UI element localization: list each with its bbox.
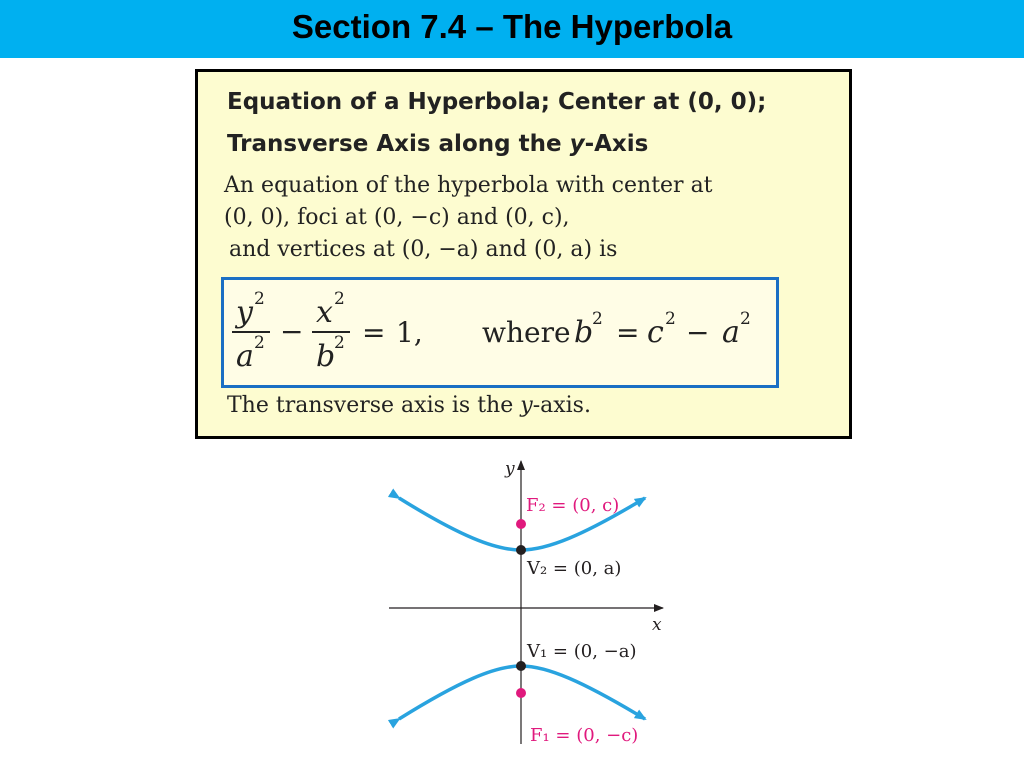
formula-equals: = — [362, 316, 386, 349]
x-axis-label: x — [652, 615, 662, 635]
y-axis-label: y — [505, 459, 515, 479]
formula-svg — [224, 280, 776, 385]
formula-equals-2: = — [616, 316, 640, 349]
heading-line2-prefix: Transverse Axis along the — [227, 131, 570, 157]
formula-num1: y — [236, 295, 253, 330]
f2-label: F₂ = (0, c) — [526, 495, 620, 516]
closing-prefix: The transverse axis is the — [227, 393, 521, 418]
formula-den1: a — [236, 339, 254, 374]
heading-line2-var: y — [569, 131, 585, 157]
formula-where: where — [482, 316, 571, 349]
vertex-v2 — [516, 545, 526, 555]
v2-label: V₂ = (0, a) — [527, 558, 622, 579]
formula-num2-exp: 2 — [334, 289, 345, 309]
definition-box — [195, 69, 852, 439]
formula-a: a — [722, 315, 740, 350]
definition-heading-line2 — [227, 131, 648, 157]
definition-body-line1: An equation of the hyperbola with center at — [224, 173, 713, 198]
formula-c-exp: 2 — [665, 309, 676, 329]
formula-num1-exp: 2 — [254, 289, 265, 309]
focus-f2 — [516, 519, 526, 529]
formula-den2: b — [316, 339, 336, 374]
slide-title: Section 7.4 – The Hyperbola — [291, 8, 733, 45]
formula-a-exp: 2 — [740, 309, 751, 329]
definition-body-line3: and vertices at (0, −a) and (0, a) is — [229, 237, 618, 262]
formula-rhs: 1, — [396, 316, 423, 349]
definition-closing — [227, 393, 591, 418]
vertex-v1 — [516, 661, 526, 671]
formula-box — [221, 277, 779, 388]
definition-heading-line1: Equation of a Hyperbola; Center at (0, 0); — [227, 89, 767, 115]
formula-b: b — [574, 315, 594, 350]
formula-den1-exp: 2 — [254, 333, 265, 353]
focus-f1 — [516, 688, 526, 698]
closing-var: y — [520, 393, 533, 418]
hyperbola-graph — [385, 455, 675, 755]
formula-c: c — [647, 315, 664, 350]
formula-num2: x — [316, 295, 333, 330]
title-bar — [0, 0, 1024, 58]
formula-minus-2: − — [686, 316, 710, 349]
closing-suffix: -axis. — [532, 393, 591, 418]
v1-label: V₁ = (0, −a) — [527, 641, 637, 662]
definition-body-line2: (0, 0), foci at (0, −c) and (0, c), — [224, 205, 570, 230]
f1-label: F₁ = (0, −c) — [530, 725, 639, 746]
heading-line2-suffix: -Axis — [584, 131, 649, 157]
formula-b-exp: 2 — [592, 309, 603, 329]
formula-minus: − — [280, 315, 304, 348]
formula-den2-exp: 2 — [334, 333, 345, 353]
